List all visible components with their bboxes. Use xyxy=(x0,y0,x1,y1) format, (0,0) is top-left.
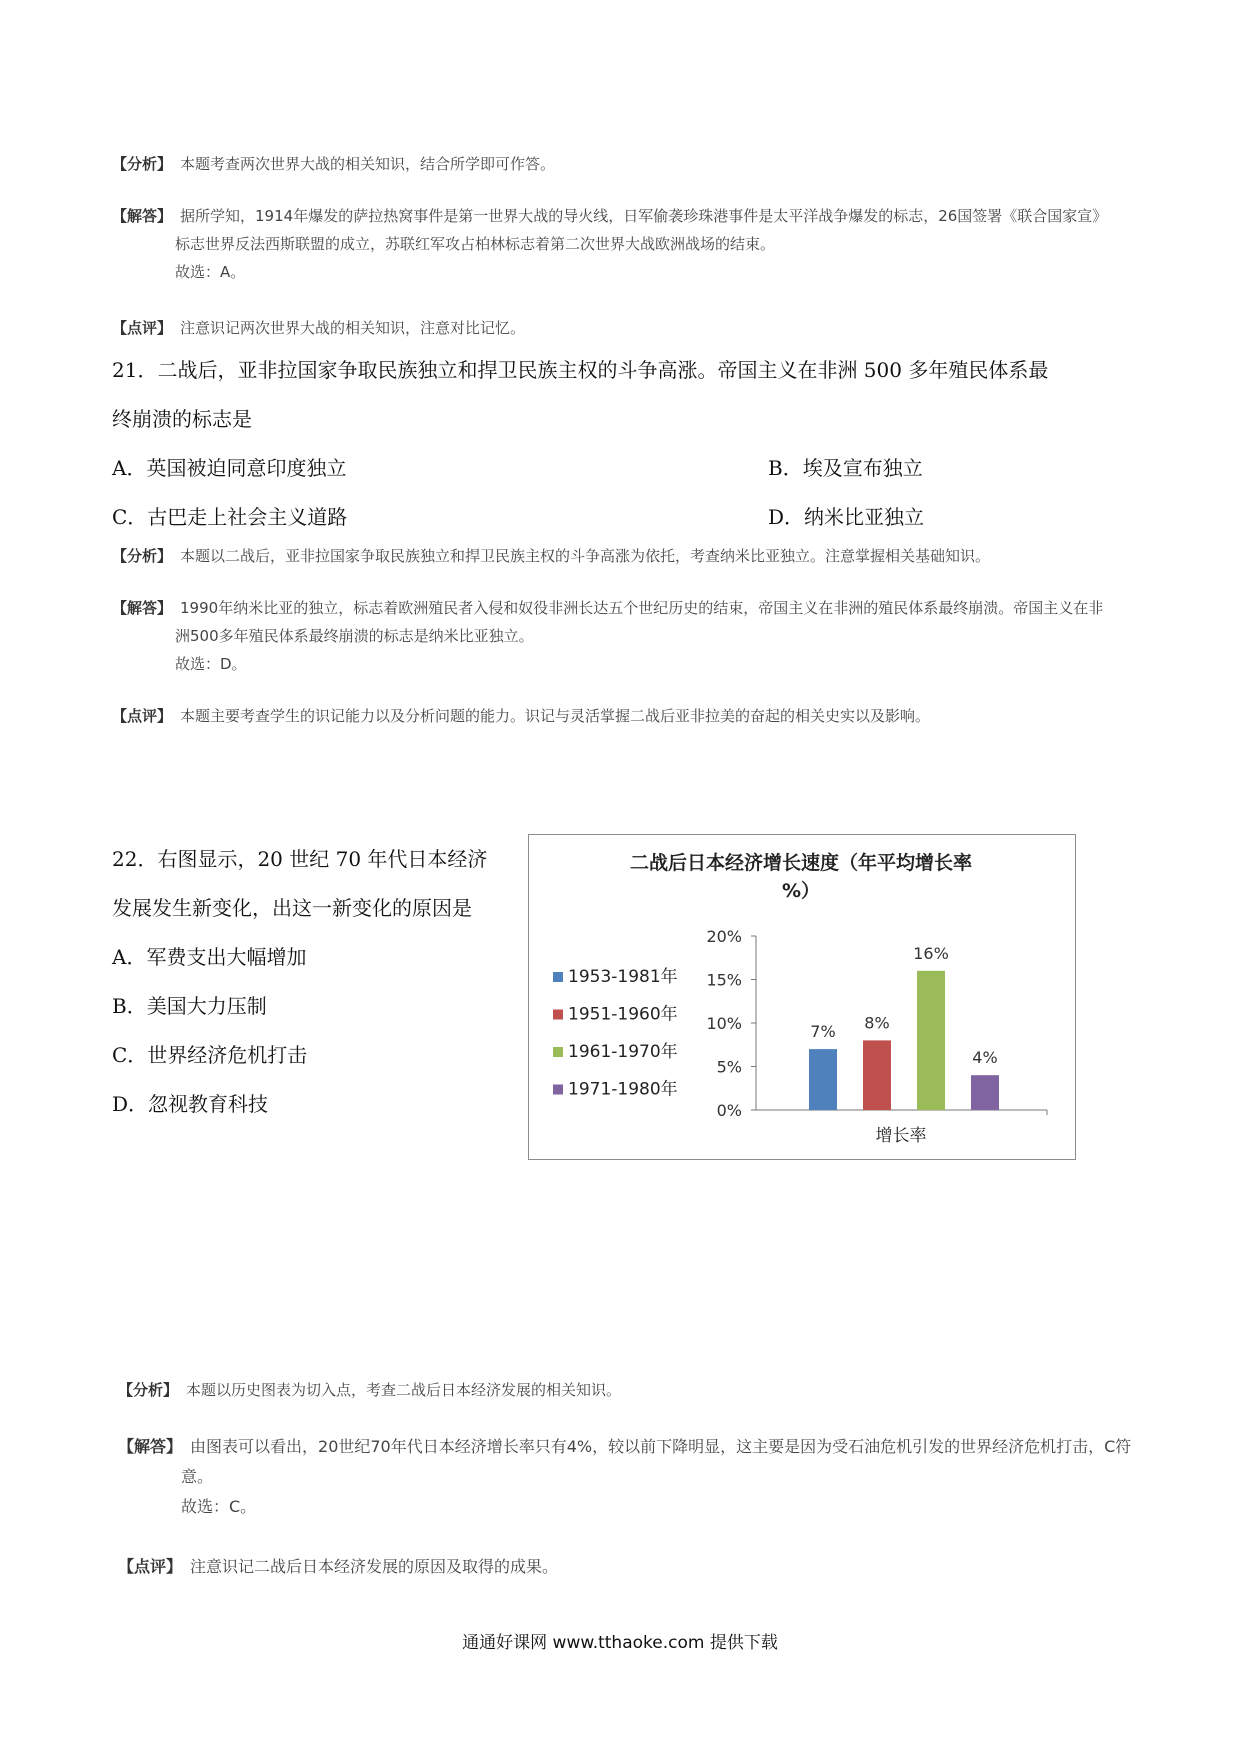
answer-text-line2: 洲500多年殖民体系最终崩溃的标志是纳米比亚独立。 xyxy=(175,627,534,645)
answer-tag: 【解答】 xyxy=(112,599,173,617)
answer-text-line2: 意。 xyxy=(181,1467,214,1486)
analysis-tag: 【分析】 xyxy=(112,547,173,565)
legend-label: 1961-1970年 xyxy=(568,1042,678,1062)
q22-analysis xyxy=(118,1376,621,1404)
comment-tag: 【点评】 xyxy=(118,1557,183,1576)
bar-data-label: 7% xyxy=(810,1022,836,1042)
bar-1953-1981年 xyxy=(809,1049,837,1110)
q21-option-c: C．古巴走上社会主义道路 xyxy=(112,505,348,529)
answer-text-line2: 标志世界反法西斯联盟的成立，苏联红军攻占柏林标志着第二次世界大战欧洲战场的结束。 xyxy=(175,235,776,253)
bar-1971-1980年 xyxy=(971,1075,999,1110)
q22-stem-line2: 发展发生新变化，出这一新变化的原因是 xyxy=(112,896,472,920)
analysis-tag: 【分析】 xyxy=(112,155,173,173)
comment-tag: 【点评】 xyxy=(112,707,173,725)
bar-data-label: 8% xyxy=(864,1013,890,1033)
q21-stem-line2: 终崩溃的标志是 xyxy=(112,407,252,431)
q21-analysis xyxy=(112,542,990,570)
y-tick-label: 0% xyxy=(716,1101,742,1120)
answer-text-line1: 据所学知，1914年爆发的萨拉热窝事件是第一世界大战的导火线，日军偷袭珍珠港事件是太平洋战争爆发的标志，26国签署《联合国家宣》 xyxy=(180,207,1108,225)
answer-choice: 故选：C。 xyxy=(181,1497,257,1516)
q20-answer xyxy=(112,202,1192,286)
q21-option-d: D．纳米比亚独立 xyxy=(768,505,925,529)
x-category-label: 增长率 xyxy=(875,1126,927,1146)
answer-tag: 【解答】 xyxy=(112,207,173,225)
analysis-text: 本题以二战后，亚非拉国家争取民族独立和捍卫民族主权的斗争高涨为依托，考查纳米比亚独立。注意掌握相关基础知识。 xyxy=(180,547,991,565)
growth-chart xyxy=(528,834,1076,1160)
q21-answer xyxy=(112,594,1192,678)
legend-label: 1953-1981年 xyxy=(568,967,678,987)
growth-chart-svg xyxy=(529,835,1077,1161)
legend-label: 1971-1980年 xyxy=(568,1079,678,1100)
bar-data-label: 4% xyxy=(972,1048,998,1068)
comment-text: 本题主要考查学生的识记能力以及分析问题的能力。识记与灵活掌握二战后亚非拉美的奋起的相关史实以及影响。 xyxy=(180,707,931,725)
q22-option-d: D．忽视教育科技 xyxy=(112,1092,269,1116)
q22-answer xyxy=(118,1432,1228,1522)
analysis-text: 本题以历史图表为切入点，考查二战后日本经济发展的相关知识。 xyxy=(186,1381,622,1399)
q22-option-a: A．军费支出大幅增加 xyxy=(112,945,307,969)
y-tick-label: 5% xyxy=(716,1057,742,1077)
q22-option-c: C．世界经济危机打击 xyxy=(112,1043,308,1067)
y-tick-label: 15% xyxy=(706,970,742,990)
q22-comment xyxy=(118,1553,558,1581)
analysis-text: 本题考查两次世界大战的相关知识，结合所学即可作答。 xyxy=(180,155,556,173)
comment-text: 注意识记二战后日本经济发展的原因及取得的成果。 xyxy=(190,1557,559,1576)
q21-option-a: A．英国被迫同意印度独立 xyxy=(112,456,347,480)
q21-stem-line1: 21．二战后，亚非拉国家争取民族独立和捍卫民族主权的斗争高涨。帝国主义在非洲 500 多年殖民体系最 xyxy=(112,358,1049,382)
chart-title-line2: %） xyxy=(781,880,821,902)
chart-title-line1: 二战后日本经济增长速度（年平均增长率 xyxy=(629,852,973,874)
comment-text: 注意识记两次世界大战的相关知识，注意对比记忆。 xyxy=(180,319,526,337)
analysis-tag: 【分析】 xyxy=(118,1381,179,1399)
legend-label: 1951-1960年 xyxy=(568,1004,678,1025)
q21-comment xyxy=(112,702,930,730)
legend-swatch xyxy=(553,1010,563,1020)
q22-stem-line1: 22．右图显示，20 世纪 70 年代日本经济 xyxy=(112,847,488,871)
bar-1961-1970年 xyxy=(917,971,945,1110)
legend-swatch xyxy=(553,1085,563,1095)
answer-tag: 【解答】 xyxy=(118,1437,183,1456)
bar-1951-1960年 xyxy=(863,1040,891,1110)
footer-credit: 通通好课网 www.tthaoke.com 提供下载 xyxy=(462,1633,778,1653)
comment-tag: 【点评】 xyxy=(112,319,173,337)
q20-comment xyxy=(112,314,525,342)
q22-option-b: B．美国大力压制 xyxy=(112,994,267,1018)
y-tick-label: 10% xyxy=(706,1014,742,1033)
y-tick-label: 20% xyxy=(706,927,742,946)
q20-analysis xyxy=(112,150,555,178)
q21-option-b: B．埃及宣布独立 xyxy=(768,456,923,480)
answer-text-line1: 1990年纳米比亚的独立，标志着欧洲殖民者入侵和奴役非洲长达五个世纪历史的结束，帝国主义在非洲的殖民体系最终崩溃。帝国主义在非 xyxy=(180,599,1104,617)
bar-data-label: 16% xyxy=(913,943,949,963)
answer-choice: 故选：A。 xyxy=(175,263,246,281)
answer-text-line1: 由图表可以看出，20世纪70年代日本经济增长率只有4%，较以前下降明显，这主要是因为受石油危机引发的世界经济危机打击，C符 xyxy=(190,1437,1132,1456)
answer-choice: 故选：D。 xyxy=(175,655,247,673)
legend-swatch xyxy=(553,1047,563,1057)
legend-swatch xyxy=(553,972,563,982)
